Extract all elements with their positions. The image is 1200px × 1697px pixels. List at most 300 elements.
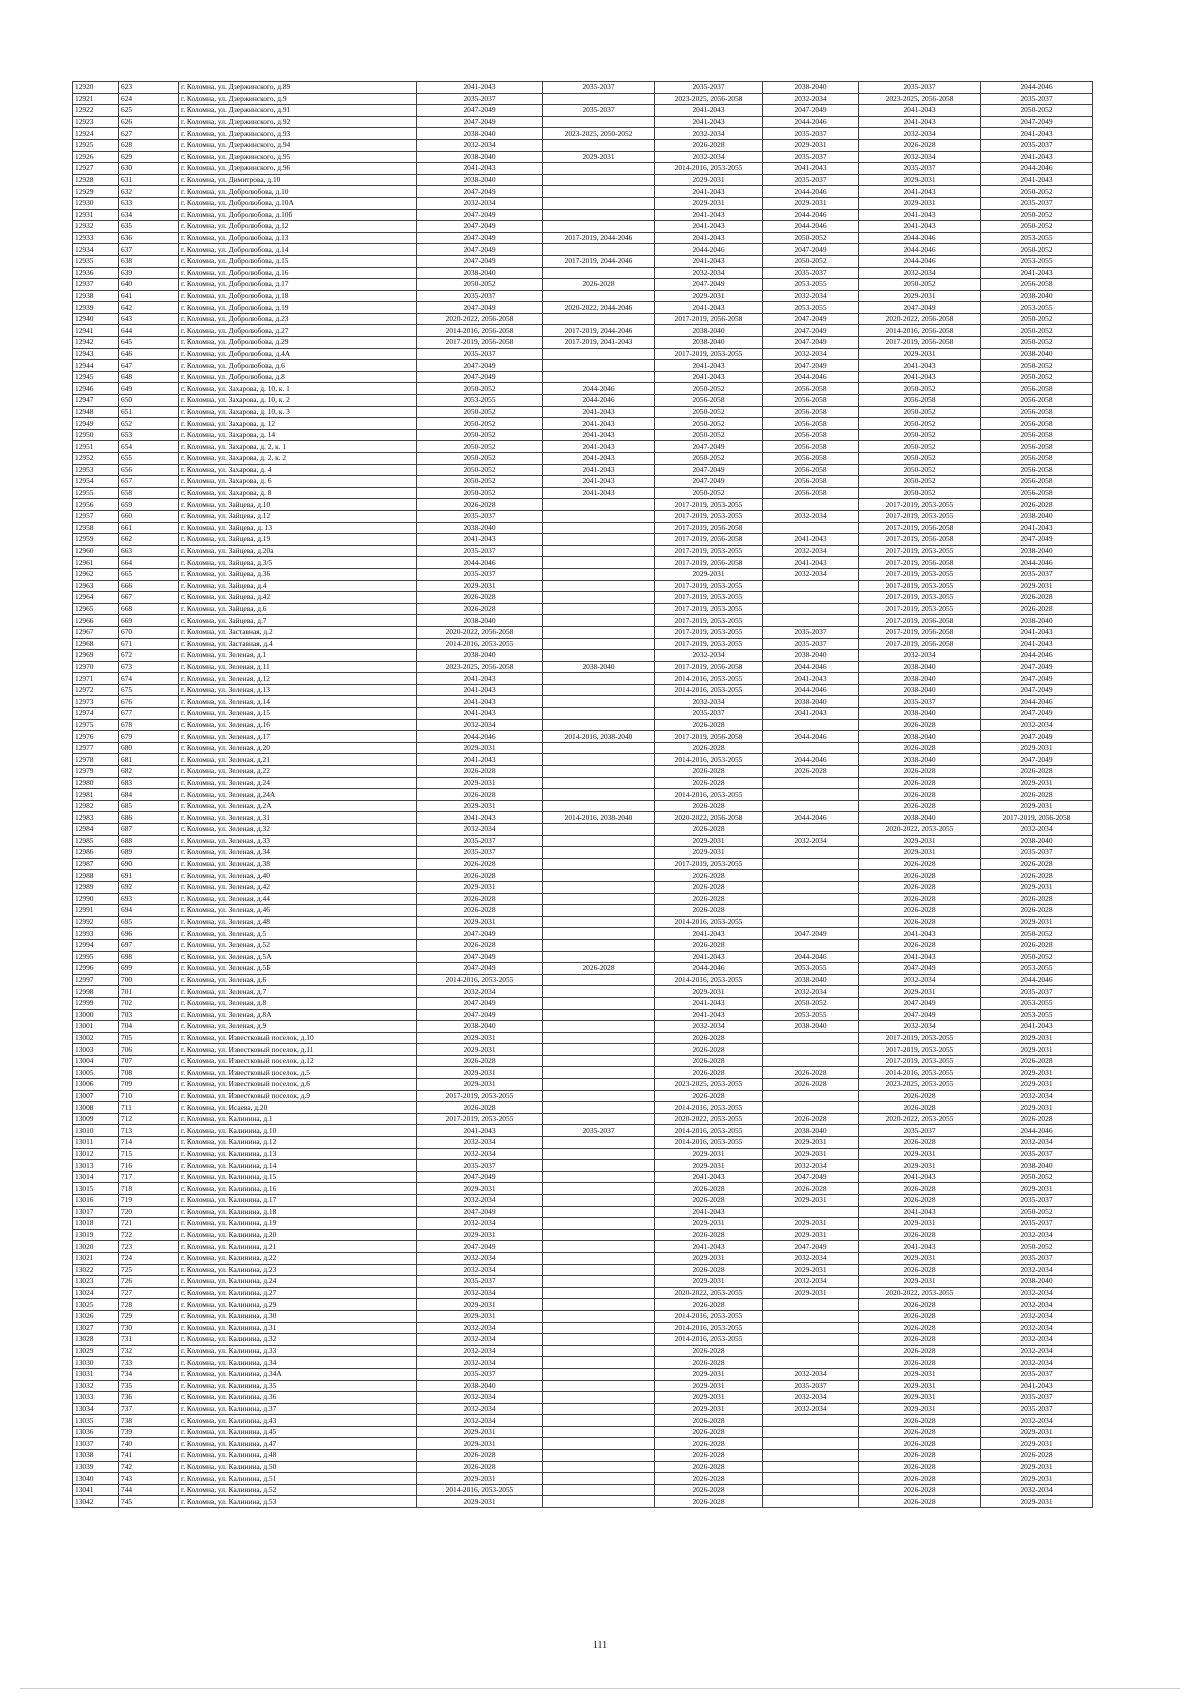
table-cell: 2017-2019, 2053-2055: [655, 626, 763, 638]
table-cell: 655: [119, 453, 179, 465]
table-row: [73, 1137, 1093, 1149]
table-cell: 2047-2049: [417, 105, 543, 117]
table-cell: 2041-2043: [655, 255, 763, 267]
table-cell: 2017-2019, 2056-2058: [417, 337, 543, 349]
table-cell: 2056-2058: [859, 395, 981, 407]
table-cell: 650: [119, 395, 179, 407]
table-cell: 12956: [73, 499, 119, 511]
table-cell: 2038-2040: [655, 337, 763, 349]
table-cell: 2026-2028: [655, 800, 763, 812]
table-cell: 13031: [73, 1368, 119, 1380]
table-cell: 2041-2043: [859, 209, 981, 221]
table-cell: 13006: [73, 1079, 119, 1091]
table-cell: [543, 928, 655, 940]
table-cell: 2029-2031: [417, 1473, 543, 1485]
table-cell: 2026-2028: [655, 1345, 763, 1357]
table-row: [73, 499, 1093, 511]
table-cell: г. Коломна, ул. Зеленая, д.6: [179, 974, 417, 986]
table-cell: [763, 824, 859, 836]
table-cell: 2035-2037: [981, 986, 1093, 998]
table-cell: 12928: [73, 174, 119, 186]
table-cell: 728: [119, 1299, 179, 1311]
table-cell: 645: [119, 337, 179, 349]
table-cell: 2026-2028: [655, 1461, 763, 1473]
table-cell: 702: [119, 997, 179, 1009]
table-cell: г. Коломна, ул. Захарова, д. 12: [179, 418, 417, 430]
table-cell: 632: [119, 186, 179, 198]
table-cell: 737: [119, 1403, 179, 1415]
table-cell: 2035-2037: [417, 290, 543, 302]
table-cell: [543, 905, 655, 917]
table-cell: 2047-2049: [859, 997, 981, 1009]
table-cell: 2029-2031: [417, 1229, 543, 1241]
table-cell: 2047-2049: [763, 313, 859, 325]
table-row: [73, 592, 1093, 604]
table-row: [73, 221, 1093, 233]
table-cell: 2029-2031: [655, 568, 763, 580]
table-cell: 2035-2037: [763, 128, 859, 140]
table-cell: 2023-2025, 2053-2055: [859, 1079, 981, 1091]
table-cell: 2014-2016, 2053-2055: [655, 1334, 763, 1346]
table-cell: [763, 499, 859, 511]
table-cell: 2026-2028: [981, 789, 1093, 801]
table-cell: 2044-2046: [763, 186, 859, 198]
table-cell: 2041-2043: [417, 163, 543, 175]
table-cell: 12920: [73, 82, 119, 94]
table-cell: г. Коломна, ул. Калинина, д.51: [179, 1473, 417, 1485]
table-cell: 634: [119, 209, 179, 221]
table-row: [73, 1160, 1093, 1172]
table-cell: 2050-2052: [763, 997, 859, 1009]
table-cell: 2050-2052: [859, 383, 981, 395]
table-cell: г. Коломна, ул. Дзержинского, д.95: [179, 151, 417, 163]
table-cell: 2035-2037: [763, 174, 859, 186]
table-cell: г. Коломна, ул. Захарова, д. 10, к. 2: [179, 395, 417, 407]
table-cell: 12960: [73, 545, 119, 557]
table-cell: 2050-2052: [981, 244, 1093, 256]
table-cell: 2026-2028: [655, 719, 763, 731]
table-cell: 2026-2028: [763, 766, 859, 778]
table-cell: [763, 905, 859, 917]
table-cell: 2026-2028: [859, 1357, 981, 1369]
table-cell: 13001: [73, 1021, 119, 1033]
table-cell: 2032-2034: [859, 650, 981, 662]
table-cell: [543, 568, 655, 580]
table-cell: 2026-2028: [655, 1299, 763, 1311]
table-cell: г. Коломна, ул. Калинина, д.48: [179, 1450, 417, 1462]
table-cell: [543, 1426, 655, 1438]
table-cell: 2032-2034: [981, 719, 1093, 731]
table-cell: 2017-2019, 2056-2058: [655, 731, 763, 743]
table-cell: 12977: [73, 742, 119, 754]
table-cell: 2014-2016, 2053-2055: [859, 1067, 981, 1079]
table-cell: 721: [119, 1218, 179, 1230]
table-cell: 2032-2034: [981, 1334, 1093, 1346]
table-cell: 12952: [73, 453, 119, 465]
table-cell: 2056-2058: [763, 453, 859, 465]
table-cell: 2038-2040: [981, 510, 1093, 522]
table-cell: 2026-2028: [859, 1264, 981, 1276]
table-cell: 659: [119, 499, 179, 511]
table-cell: г. Коломна, ул. Зайцева, д.42: [179, 592, 417, 604]
table-cell: 625: [119, 105, 179, 117]
table-cell: 2026-2028: [655, 893, 763, 905]
table-cell: 2029-2031: [859, 1380, 981, 1392]
table-cell: г. Коломна, ул. Зеленая, д.11: [179, 661, 417, 673]
table-cell: 12984: [73, 824, 119, 836]
table-cell: 2017-2019, 2056-2058: [655, 522, 763, 534]
table-row: [73, 1334, 1093, 1346]
table-cell: 677: [119, 708, 179, 720]
table-cell: 12937: [73, 279, 119, 291]
table-cell: 2038-2040: [417, 1021, 543, 1033]
table-cell: г. Коломна, ул. Заставная, д.4: [179, 638, 417, 650]
table-cell: 2035-2037: [543, 1125, 655, 1137]
table-cell: 13029: [73, 1345, 119, 1357]
table-cell: г. Коломна, ул. Добролюбова, д.10А: [179, 197, 417, 209]
table-cell: 2017-2019, 2053-2055: [417, 1090, 543, 1102]
table-cell: 2041-2043: [981, 128, 1093, 140]
table-cell: 665: [119, 568, 179, 580]
table-cell: 633: [119, 197, 179, 209]
table-cell: 2026-2028: [655, 1090, 763, 1102]
table-cell: 2041-2043: [655, 116, 763, 128]
table-cell: 736: [119, 1392, 179, 1404]
table-cell: [543, 881, 655, 893]
table-cell: 2038-2040: [417, 522, 543, 534]
table-cell: [763, 1102, 859, 1114]
table-cell: 2017-2019, 2044-2046: [543, 232, 655, 244]
table-cell: 2026-2028: [981, 1113, 1093, 1125]
table-cell: г. Коломна, ул. Калинина, д.12: [179, 1137, 417, 1149]
table-cell: 2029-2031: [417, 800, 543, 812]
table-cell: 12973: [73, 696, 119, 708]
table-cell: г. Коломна, ул. Калинина, д.50: [179, 1461, 417, 1473]
table-cell: 2056-2058: [763, 487, 859, 499]
table-cell: 2050-2052: [859, 476, 981, 488]
table-cell: 2035-2037: [543, 105, 655, 117]
table-cell: 2029-2031: [859, 174, 981, 186]
table-cell: 2029-2031: [763, 1287, 859, 1299]
table-cell: [763, 615, 859, 627]
table-cell: г. Коломна, ул. Дзержинского, д.89: [179, 82, 417, 94]
table-cell: г. Коломна, ул. Калинина, д.23: [179, 1264, 417, 1276]
table-cell: 2038-2040: [981, 615, 1093, 627]
table-cell: 675: [119, 684, 179, 696]
table-cell: 2032-2034: [981, 1484, 1093, 1496]
table-cell: 12981: [73, 789, 119, 801]
table-cell: г. Коломна, ул. Захарова, д. 14: [179, 429, 417, 441]
table-row: [73, 997, 1093, 1009]
table-cell: 2026-2028: [763, 1079, 859, 1091]
table-cell: 2026-2028: [859, 1345, 981, 1357]
table-cell: 2026-2028: [981, 766, 1093, 778]
table-cell: 2029-2031: [655, 1148, 763, 1160]
table-cell: 2029-2031: [981, 881, 1093, 893]
table-cell: 2029-2031: [655, 290, 763, 302]
table-cell: 661: [119, 522, 179, 534]
table-cell: 2047-2049: [417, 302, 543, 314]
table-cell: г. Коломна, ул. Зеленая, д.32: [179, 824, 417, 836]
table-cell: 2017-2019, 2056-2058: [859, 522, 981, 534]
table-cell: 742: [119, 1461, 179, 1473]
table-cell: 2032-2034: [417, 1357, 543, 1369]
table-cell: [543, 209, 655, 221]
table-cell: 2029-2031: [417, 916, 543, 928]
table-cell: 2041-2043: [655, 232, 763, 244]
table-cell: [543, 1484, 655, 1496]
table-cell: [543, 893, 655, 905]
table-cell: 13032: [73, 1380, 119, 1392]
table-cell: 2032-2034: [417, 1148, 543, 1160]
table-row: [73, 905, 1093, 917]
table-cell: [543, 789, 655, 801]
table-cell: [763, 893, 859, 905]
table-cell: 2026-2028: [859, 916, 981, 928]
table-cell: 2032-2034: [417, 719, 543, 731]
table-cell: г. Коломна, ул. Зайцева, д.7: [179, 615, 417, 627]
table-cell: 2014-2016, 2053-2055: [655, 163, 763, 175]
table-cell: 2029-2031: [859, 847, 981, 859]
table-row: [73, 974, 1093, 986]
table-cell: 2041-2043: [543, 429, 655, 441]
table-cell: 13027: [73, 1322, 119, 1334]
table-cell: 2047-2049: [417, 360, 543, 372]
table-cell: 647: [119, 360, 179, 372]
table-cell: 2050-2052: [859, 406, 981, 418]
table-cell: [543, 777, 655, 789]
table-row: [73, 557, 1093, 569]
table-cell: 2032-2034: [859, 1021, 981, 1033]
table-cell: 2038-2040: [417, 615, 543, 627]
table-cell: [543, 1357, 655, 1369]
table-cell: 2026-2028: [655, 881, 763, 893]
table-row: [73, 1380, 1093, 1392]
table-cell: 2035-2037: [763, 151, 859, 163]
table-cell: 2050-2052: [417, 406, 543, 418]
table-cell: 2047-2049: [981, 661, 1093, 673]
table-cell: 2026-2028: [859, 139, 981, 151]
table-cell: 13016: [73, 1195, 119, 1207]
table-cell: 2038-2040: [981, 1160, 1093, 1172]
table-row: [73, 255, 1093, 267]
table-cell: 2056-2058: [763, 441, 859, 453]
table-cell: 2032-2034: [417, 1137, 543, 1149]
table-cell: 2020-2022, 2056-2058: [859, 313, 981, 325]
table-cell: [543, 708, 655, 720]
table-cell: [763, 1461, 859, 1473]
table-cell: 2026-2028: [655, 1438, 763, 1450]
table-cell: 2041-2043: [543, 476, 655, 488]
table-row: [73, 1392, 1093, 1404]
table-cell: 2017-2019, 2053-2055: [859, 603, 981, 615]
table-cell: 2050-2052: [981, 325, 1093, 337]
table-cell: 2029-2031: [417, 1183, 543, 1195]
table-cell: 2035-2037: [981, 197, 1093, 209]
table-cell: 2026-2028: [859, 1183, 981, 1195]
table-cell: 690: [119, 858, 179, 870]
table-cell: 13030: [73, 1357, 119, 1369]
table-cell: 2056-2058: [763, 429, 859, 441]
table-cell: [763, 592, 859, 604]
table-cell: 2026-2028: [981, 905, 1093, 917]
table-row: [73, 1148, 1093, 1160]
table-cell: 2029-2031: [981, 1496, 1093, 1508]
table-cell: г. Коломна, ул. Захарова, д. 10, к. 1: [179, 383, 417, 395]
table-cell: 2032-2034: [655, 1021, 763, 1033]
table-cell: 2041-2043: [859, 1206, 981, 1218]
table-cell: г. Коломна, ул. Зеленая, д.38: [179, 858, 417, 870]
table-cell: 2029-2031: [655, 835, 763, 847]
table-cell: 2026-2028: [655, 1195, 763, 1207]
table-cell: 2035-2037: [543, 82, 655, 94]
table-cell: г. Коломна, ул. Захарова, д. 2, к. 2: [179, 453, 417, 465]
table-cell: [763, 939, 859, 951]
table-cell: 12989: [73, 881, 119, 893]
table-cell: 717: [119, 1171, 179, 1183]
table-cell: 13037: [73, 1438, 119, 1450]
table-cell: [543, 244, 655, 256]
table-cell: 2026-2028: [859, 1299, 981, 1311]
table-cell: [763, 1438, 859, 1450]
table-cell: 2029-2031: [763, 1148, 859, 1160]
table-row: [73, 708, 1093, 720]
table-cell: 2056-2058: [981, 395, 1093, 407]
table-row: [73, 568, 1093, 580]
table-cell: 641: [119, 290, 179, 302]
table-row: [73, 963, 1093, 975]
table-cell: 2029-2031: [655, 847, 763, 859]
table-cell: 628: [119, 139, 179, 151]
table-cell: 2047-2049: [763, 244, 859, 256]
table-cell: 2026-2028: [417, 893, 543, 905]
table-cell: 2038-2040: [981, 1276, 1093, 1288]
table-cell: 727: [119, 1287, 179, 1299]
table-cell: 2041-2043: [859, 928, 981, 940]
table-cell: 2014-2016, 2056-2058: [417, 325, 543, 337]
table-cell: 705: [119, 1032, 179, 1044]
table-cell: 2029-2031: [417, 580, 543, 592]
table-cell: 2026-2028: [655, 1229, 763, 1241]
table-cell: г. Коломна, ул. Известковый поселок, д.12: [179, 1055, 417, 1067]
table-cell: 642: [119, 302, 179, 314]
table-cell: 2029-2031: [417, 742, 543, 754]
table-cell: 12930: [73, 197, 119, 209]
table-cell: 2041-2043: [981, 626, 1093, 638]
table-cell: 12969: [73, 650, 119, 662]
table-cell: [543, 221, 655, 233]
table-cell: 2029-2031: [763, 139, 859, 151]
table-cell: 2032-2034: [763, 510, 859, 522]
table-cell: г. Коломна, ул. Зайцева, д.6: [179, 603, 417, 615]
table-cell: г. Коломна, ул. Зеленая, д.20: [179, 742, 417, 754]
table-cell: 2044-2046: [763, 371, 859, 383]
table-cell: 2035-2037: [417, 1276, 543, 1288]
table-cell: 2041-2043: [859, 371, 981, 383]
table-cell: 2023-2025, 2053-2055: [655, 1079, 763, 1091]
table-cell: 695: [119, 916, 179, 928]
table-cell: 2056-2058: [763, 418, 859, 430]
table-cell: 680: [119, 742, 179, 754]
table-cell: г. Коломна, ул. Зеленая, д.15: [179, 708, 417, 720]
table-cell: 2014-2016, 2038-2040: [543, 731, 655, 743]
table-cell: [543, 1496, 655, 1508]
table-cell: 2044-2046: [981, 650, 1093, 662]
table-cell: 673: [119, 661, 179, 673]
table-cell: 2026-2028: [417, 592, 543, 604]
table-cell: г. Коломна, ул. Калинина, д.37: [179, 1403, 417, 1415]
table-cell: 2032-2034: [981, 824, 1093, 836]
table-cell: 2056-2058: [763, 406, 859, 418]
table-cell: 720: [119, 1206, 179, 1218]
table-cell: 2017-2019, 2041-2043: [543, 337, 655, 349]
table-cell: 649: [119, 383, 179, 395]
table-cell: 2026-2028: [763, 1067, 859, 1079]
table-cell: 2041-2043: [859, 116, 981, 128]
table-cell: 2056-2058: [981, 487, 1093, 499]
table-cell: 2041-2043: [981, 638, 1093, 650]
table-cell: г. Коломна, ул. Зеленая, д.1: [179, 650, 417, 662]
table-cell: 744: [119, 1484, 179, 1496]
table-cell: 2029-2031: [655, 1218, 763, 1230]
table-cell: 2035-2037: [417, 545, 543, 557]
table-cell: 2050-2052: [981, 105, 1093, 117]
table-cell: 2017-2019, 2053-2055: [859, 545, 981, 557]
table-cell: 2047-2049: [417, 116, 543, 128]
table-cell: 2038-2040: [763, 1021, 859, 1033]
table-cell: [763, 1090, 859, 1102]
table-cell: 2032-2034: [981, 1345, 1093, 1357]
table-cell: 2050-2052: [981, 928, 1093, 940]
table-cell: 2014-2016, 2053-2055: [655, 673, 763, 685]
table-cell: 704: [119, 1021, 179, 1033]
table-row: [73, 1322, 1093, 1334]
table-cell: 2032-2034: [417, 1195, 543, 1207]
table-cell: г. Коломна, ул. Дзержинского, д.94: [179, 139, 417, 151]
table-cell: [543, 1334, 655, 1346]
table-cell: 2017-2019, 2053-2055: [859, 580, 981, 592]
table-cell: [763, 522, 859, 534]
table-cell: 668: [119, 603, 179, 615]
table-cell: 2029-2031: [763, 1137, 859, 1149]
table-cell: 654: [119, 441, 179, 453]
table-cell: 2017-2019, 2044-2046: [543, 325, 655, 337]
table-cell: 2032-2034: [859, 974, 981, 986]
table-cell: 2026-2028: [981, 858, 1093, 870]
table-cell: г. Коломна, ул. Зеленая, д.24: [179, 777, 417, 789]
table-cell: 2026-2028: [859, 1484, 981, 1496]
table-cell: г. Коломна, ул. Добролюбова, д.23: [179, 313, 417, 325]
table-row: [73, 986, 1093, 998]
table-cell: 2032-2034: [655, 151, 763, 163]
table-cell: 2023-2025, 2056-2058: [655, 93, 763, 105]
table-cell: 2026-2028: [859, 1310, 981, 1322]
table-row: [73, 1496, 1093, 1508]
table-cell: 13017: [73, 1206, 119, 1218]
table-cell: 2029-2031: [981, 1438, 1093, 1450]
table-row: [73, 93, 1093, 105]
table-cell: [763, 1322, 859, 1334]
table-cell: 2032-2034: [417, 1264, 543, 1276]
table-cell: 12987: [73, 858, 119, 870]
table-cell: 2032-2034: [859, 128, 981, 140]
table-cell: 2017-2019, 2053-2055: [859, 1032, 981, 1044]
table-cell: [543, 348, 655, 360]
table-cell: 2026-2028: [859, 1102, 981, 1114]
table-row: [73, 1044, 1093, 1056]
table-cell: 700: [119, 974, 179, 986]
table-cell: 2047-2049: [417, 1206, 543, 1218]
